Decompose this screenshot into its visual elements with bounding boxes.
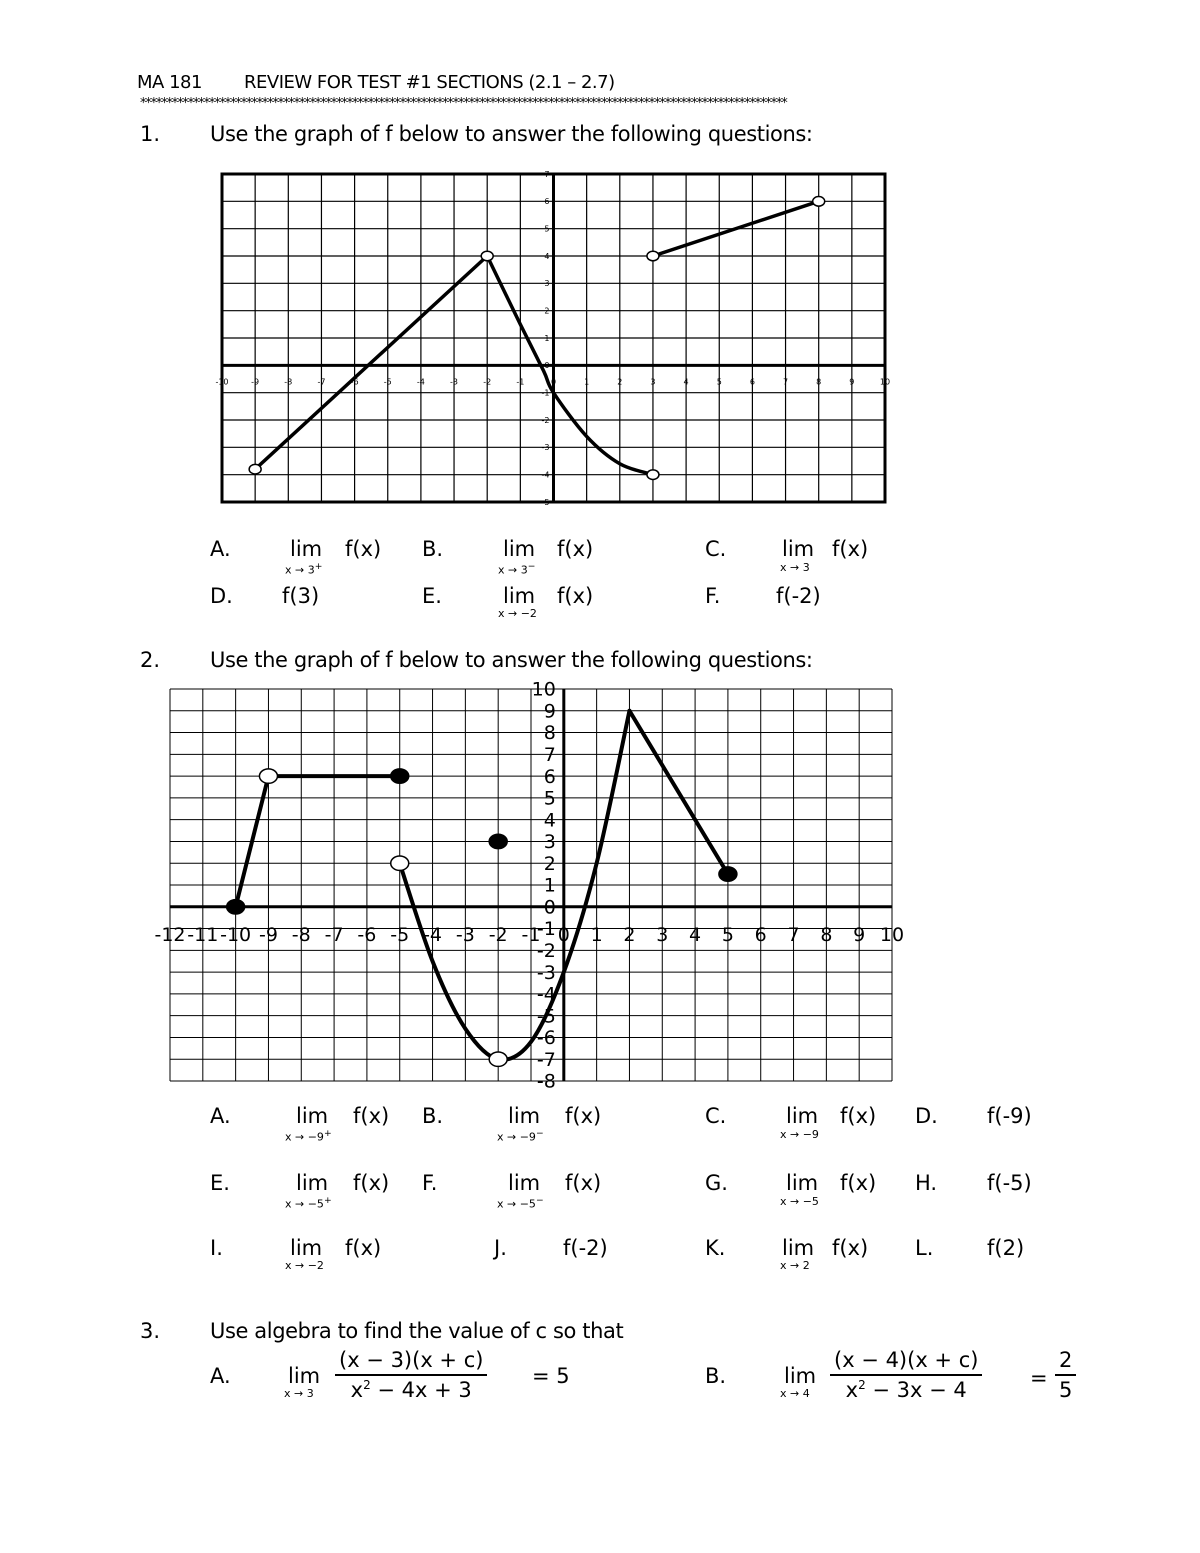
q2-option-g-sub: x → −5 bbox=[780, 1195, 819, 1208]
x-tick-label: -2 bbox=[488, 923, 508, 946]
x-tick-label: -12 bbox=[154, 923, 186, 946]
x-tick-label: 0 bbox=[550, 377, 557, 387]
y-tick-label: -3 bbox=[541, 443, 550, 453]
q2-option-b-lim: lim bbox=[508, 1104, 541, 1128]
q1-option-e-letter: E. bbox=[422, 584, 442, 608]
x-tick-label: 8 bbox=[820, 923, 833, 946]
q1-option-b-lim: lim bbox=[503, 537, 536, 561]
open-point bbox=[647, 251, 659, 261]
q2-option-b-fx: f(x) bbox=[565, 1104, 602, 1128]
q2-option-k-sub: x → 2 bbox=[780, 1259, 810, 1272]
q2-option-h-expr: f(-5) bbox=[987, 1171, 1032, 1195]
q2-option-c-lim: lim bbox=[786, 1104, 819, 1128]
closed-point bbox=[489, 834, 507, 848]
q3b-letter: B. bbox=[705, 1364, 727, 1388]
y-tick-label: 0 bbox=[543, 896, 556, 919]
q2-option-c-letter: C. bbox=[705, 1104, 727, 1128]
y-tick-label: 2 bbox=[543, 852, 556, 875]
q1-option-c-lim: lim bbox=[782, 537, 815, 561]
q2-option-a-fx: f(x) bbox=[353, 1104, 390, 1128]
x-tick-label: 2 bbox=[623, 923, 636, 946]
q1-option-b-fx: f(x) bbox=[557, 537, 594, 561]
y-tick-label: 1 bbox=[544, 333, 550, 343]
y-tick-label: 3 bbox=[543, 831, 556, 854]
q1-option-e-sub: x → −2 bbox=[498, 607, 537, 620]
y-tick-label: 6 bbox=[543, 765, 556, 788]
y-tick-label: -3 bbox=[536, 961, 556, 984]
y-tick-label: -8 bbox=[536, 1070, 556, 1088]
q2-option-j-letter: J. bbox=[494, 1236, 507, 1260]
y-tick-label: 5 bbox=[544, 224, 550, 234]
y-tick-label: 10 bbox=[531, 678, 556, 701]
q2-option-k-letter: K. bbox=[705, 1236, 726, 1260]
q2-option-c-sub: x → −9 bbox=[780, 1128, 819, 1141]
q1-option-c-letter: C. bbox=[705, 537, 727, 561]
x-tick-label: -6 bbox=[357, 923, 377, 946]
q2-option-b-letter: B. bbox=[422, 1104, 444, 1128]
q1-option-e-fx: f(x) bbox=[557, 584, 594, 608]
x-tick-label: -6 bbox=[350, 377, 359, 387]
q2-option-h-letter: H. bbox=[915, 1171, 938, 1195]
line-fall bbox=[629, 711, 727, 874]
q1-number: 1. bbox=[140, 122, 161, 146]
x-tick-label: 4 bbox=[683, 377, 689, 387]
x-tick-label: 9 bbox=[853, 923, 866, 946]
x-tick-label: -10 bbox=[215, 377, 229, 387]
q2-option-c-fx: f(x) bbox=[840, 1104, 877, 1128]
q2-option-l-expr: f(2) bbox=[987, 1236, 1025, 1260]
x-tick-label: 9 bbox=[849, 377, 855, 387]
q3a-letter: A. bbox=[210, 1364, 231, 1388]
y-tick-label: 7 bbox=[544, 169, 550, 179]
y-tick-label: -5 bbox=[541, 497, 550, 507]
q1-option-a-sub: x → 3+ bbox=[285, 561, 323, 577]
x-tick-label: 7 bbox=[787, 923, 800, 946]
open-point bbox=[489, 1052, 507, 1066]
x-tick-label: -1 bbox=[521, 923, 541, 946]
x-tick-label: 6 bbox=[749, 377, 755, 387]
q2-option-g-lim: lim bbox=[786, 1171, 819, 1195]
q2-option-i-fx: f(x) bbox=[345, 1236, 382, 1260]
q2-number: 2. bbox=[140, 648, 161, 672]
q3a-lim: lim bbox=[288, 1364, 321, 1388]
q2-option-e-lim: lim bbox=[296, 1171, 329, 1195]
x-tick-label: 5 bbox=[716, 377, 722, 387]
q1-option-c-sub: x → 3 bbox=[780, 561, 810, 574]
course-code: MA 181 bbox=[137, 72, 202, 93]
x-tick-label: -8 bbox=[291, 923, 311, 946]
open-point bbox=[647, 470, 659, 480]
q2-option-i-sub: x → −2 bbox=[285, 1259, 324, 1272]
y-tick-label: 4 bbox=[544, 251, 550, 261]
q3a-denominator: $x^2 - 4x + 3$ bbox=[350, 1378, 472, 1402]
q2-option-i-letter: I. bbox=[210, 1236, 223, 1260]
q3b-fraction bbox=[830, 1348, 982, 1402]
open-point bbox=[481, 251, 493, 261]
q2-option-f-sub: x → −5− bbox=[497, 1195, 544, 1211]
q3b-numerator: (x − 4)(x + c) bbox=[830, 1348, 982, 1376]
y-tick-label: 2 bbox=[544, 306, 550, 316]
x-tick-label: 5 bbox=[721, 923, 734, 946]
x-tick-label: 1 bbox=[584, 377, 590, 387]
y-tick-label: -5 bbox=[536, 1005, 556, 1028]
x-tick-label: -7 bbox=[324, 923, 344, 946]
open-point bbox=[249, 464, 261, 474]
star-divider: ************************************************************************************************************************** bbox=[140, 96, 787, 111]
q2-graph bbox=[150, 678, 910, 1088]
y-tick-label: 4 bbox=[543, 809, 556, 832]
q3b-sub: x → 4 bbox=[780, 1387, 810, 1400]
q1-option-e-lim: lim bbox=[503, 584, 536, 608]
q1-option-f-letter: F. bbox=[705, 584, 721, 608]
x-tick-label: 3 bbox=[650, 377, 656, 387]
q1-option-a-fx: f(x) bbox=[345, 537, 382, 561]
open-point bbox=[813, 197, 825, 207]
x-tick-label: -9 bbox=[258, 923, 278, 946]
q1-option-b-letter: B. bbox=[422, 537, 444, 561]
q2-option-f-letter: F. bbox=[422, 1171, 438, 1195]
x-tick-label: -2 bbox=[483, 377, 492, 387]
x-tick-label: -5 bbox=[383, 377, 392, 387]
x-tick-label: 4 bbox=[689, 923, 702, 946]
q2-option-a-lim: lim bbox=[296, 1104, 329, 1128]
q3b-lim: lim bbox=[784, 1364, 817, 1388]
q2-option-g-fx: f(x) bbox=[840, 1171, 877, 1195]
x-tick-label: 3 bbox=[656, 923, 669, 946]
x-tick-label: 2 bbox=[617, 377, 623, 387]
q3-prompt: Use algebra to find the value of c so that bbox=[210, 1319, 624, 1343]
q2-option-l-letter: L. bbox=[915, 1236, 934, 1260]
x-tick-label: -5 bbox=[390, 923, 410, 946]
x-tick-label: -1 bbox=[516, 377, 525, 387]
q3a-sub: x → 3 bbox=[284, 1387, 314, 1400]
q1-option-c-fx: f(x) bbox=[832, 537, 869, 561]
q3b-denominator: $x^2 - 3x - 4$ bbox=[845, 1378, 967, 1402]
q3b-rhs-denominator: 5 bbox=[1059, 1378, 1073, 1402]
y-tick-label: 5 bbox=[543, 787, 556, 810]
x-tick-label: 0 bbox=[557, 923, 570, 946]
q1-option-b-sub: x → 3− bbox=[498, 561, 536, 577]
q1-option-f-expr: f(-2) bbox=[776, 584, 821, 608]
y-tick-label: 3 bbox=[544, 279, 550, 289]
q2-option-k-fx: f(x) bbox=[832, 1236, 869, 1260]
q2-option-e-fx: f(x) bbox=[353, 1171, 390, 1195]
x-tick-label: 10 bbox=[879, 377, 891, 387]
q2-option-e-letter: E. bbox=[210, 1171, 230, 1195]
y-tick-label: 1 bbox=[543, 874, 556, 897]
q1-prompt: Use the graph of f below to answer the following questions: bbox=[210, 122, 813, 146]
q1-option-d-letter: D. bbox=[210, 584, 233, 608]
y-tick-label: 9 bbox=[543, 700, 556, 723]
y-tick-label: -4 bbox=[541, 470, 550, 480]
x-tick-label: 6 bbox=[754, 923, 767, 946]
closed-point bbox=[719, 867, 737, 881]
y-tick-label: -1 bbox=[536, 918, 556, 941]
q2-option-d-expr: f(-9) bbox=[987, 1104, 1032, 1128]
q2-prompt: Use the graph of f below to answer the following questions: bbox=[210, 648, 813, 672]
y-tick-label: -1 bbox=[541, 388, 550, 398]
x-tick-label: 1 bbox=[590, 923, 603, 946]
q2-option-k-lim: lim bbox=[782, 1236, 815, 1260]
q1-option-d-expr: f(3) bbox=[282, 584, 320, 608]
q3b-rhs-fraction bbox=[1055, 1348, 1076, 1402]
y-tick-label: 0 bbox=[544, 361, 550, 371]
q3a-fraction bbox=[335, 1348, 487, 1402]
q3-number: 3. bbox=[140, 1319, 161, 1343]
q2-option-e-sub: x → −5+ bbox=[285, 1195, 332, 1211]
x-tick-label: -11 bbox=[187, 923, 219, 946]
doc-title: REVIEW FOR TEST #1 SECTIONS (2.1 – 2.7) bbox=[244, 72, 615, 93]
open-point bbox=[391, 856, 409, 870]
x-tick-label: 7 bbox=[783, 377, 789, 387]
q2-option-b-sub: x → −9− bbox=[497, 1128, 544, 1144]
q3a-numerator: (x − 3)(x + c) bbox=[335, 1348, 487, 1376]
q1-option-a-lim: lim bbox=[290, 537, 323, 561]
x-tick-label: -4 bbox=[423, 923, 443, 946]
y-tick-label: -2 bbox=[536, 939, 556, 962]
x-tick-label: 10 bbox=[879, 923, 905, 946]
x-tick-label: 8 bbox=[816, 377, 822, 387]
q2-option-f-fx: f(x) bbox=[565, 1171, 602, 1195]
q2-option-g-letter: G. bbox=[705, 1171, 728, 1195]
closed-point bbox=[227, 900, 245, 914]
q3b-rhs-numerator: 2 bbox=[1055, 1348, 1076, 1376]
q2-option-a-letter: A. bbox=[210, 1104, 231, 1128]
q2-option-a-sub: x → −9+ bbox=[285, 1128, 332, 1144]
y-tick-label: -7 bbox=[536, 1048, 556, 1071]
q2-option-d-letter: D. bbox=[915, 1104, 938, 1128]
x-tick-label: -7 bbox=[317, 377, 326, 387]
closed-point bbox=[391, 769, 409, 783]
y-tick-label: 8 bbox=[543, 722, 556, 745]
q3a-rhs: = 5 bbox=[532, 1364, 570, 1388]
x-tick-label: -3 bbox=[450, 377, 459, 387]
y-tick-label: -6 bbox=[536, 1027, 556, 1050]
q2-option-f-lim: lim bbox=[508, 1171, 541, 1195]
open-point bbox=[259, 769, 277, 783]
q2-option-j-expr: f(-2) bbox=[563, 1236, 608, 1260]
x-tick-label: -8 bbox=[284, 377, 293, 387]
line-left bbox=[255, 256, 487, 469]
x-tick-label: -4 bbox=[416, 377, 425, 387]
x-tick-label: -3 bbox=[455, 923, 475, 946]
q3b-equals: = bbox=[1030, 1366, 1048, 1390]
q1-graph bbox=[210, 165, 900, 510]
q2-option-i-lim: lim bbox=[290, 1236, 323, 1260]
x-tick-label: -9 bbox=[251, 377, 260, 387]
y-tick-label: -4 bbox=[536, 983, 556, 1006]
y-tick-label: -2 bbox=[541, 415, 550, 425]
x-tick-label: -10 bbox=[220, 923, 252, 946]
y-tick-label: 6 bbox=[544, 197, 550, 207]
y-tick-label: 7 bbox=[543, 743, 556, 766]
q1-option-a-letter: A. bbox=[210, 537, 231, 561]
